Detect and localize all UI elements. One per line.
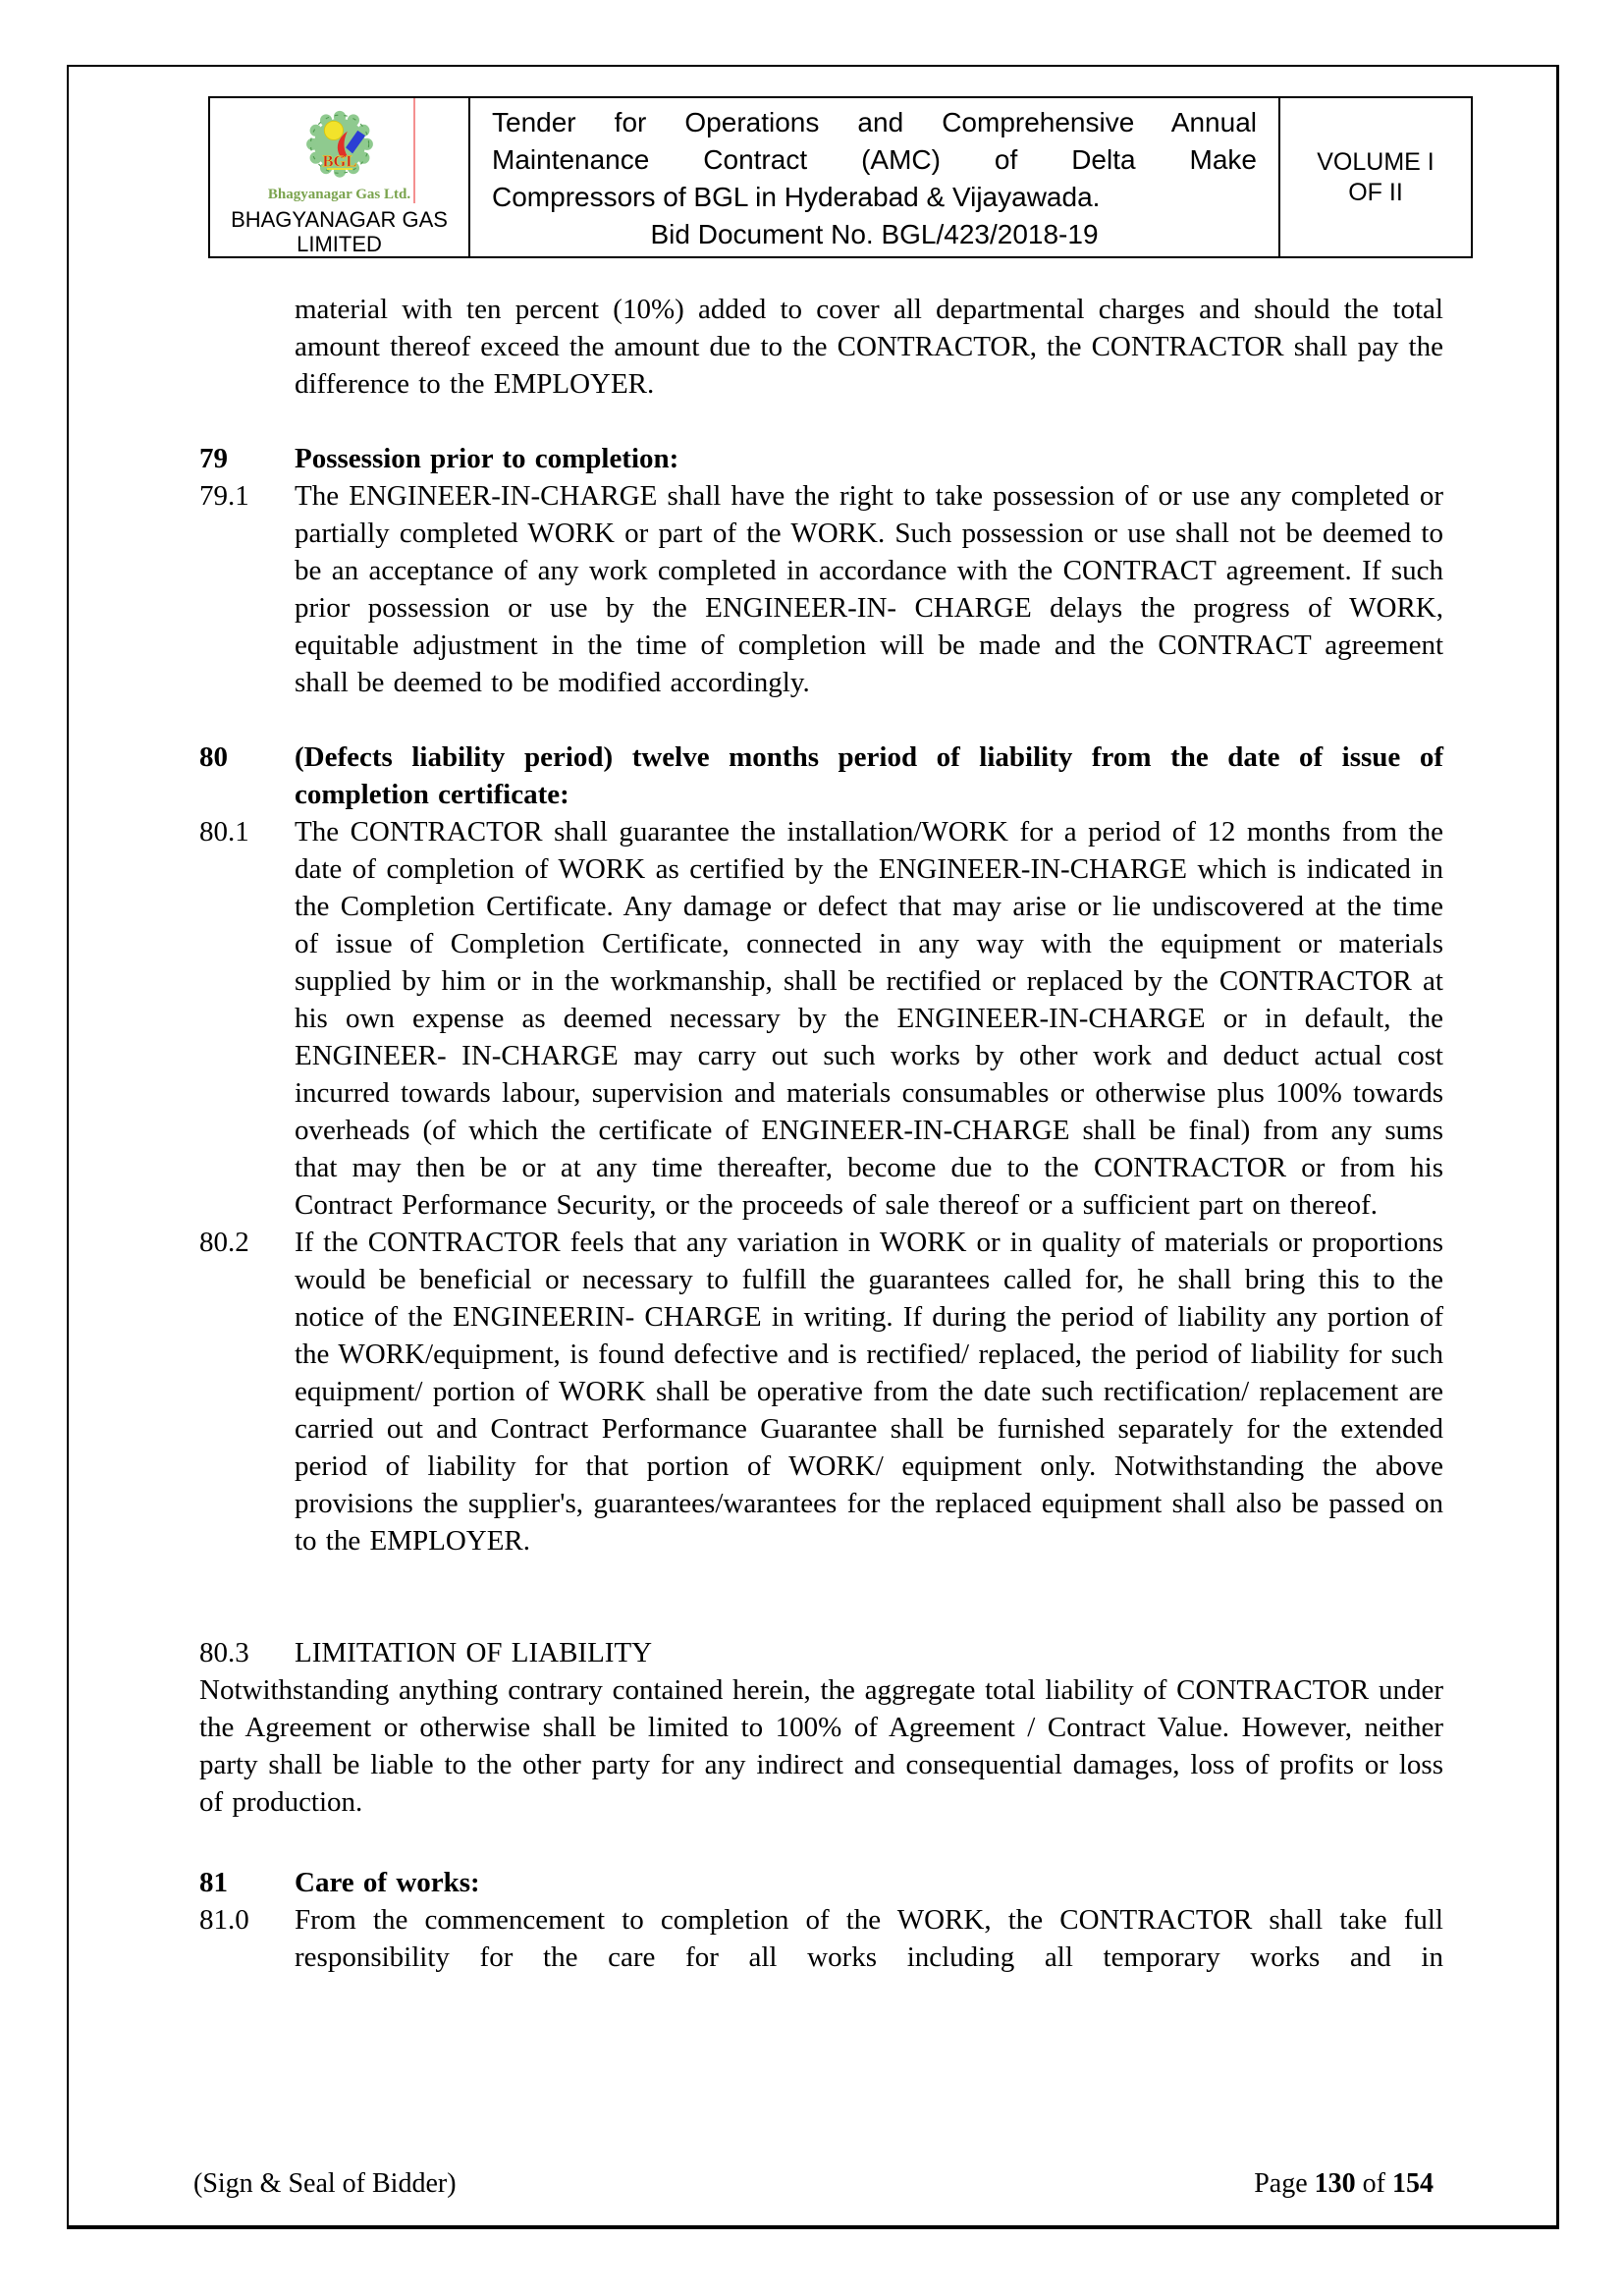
clause-body: If the CONTRACTOR feels that any variation in WORK or in quality of materials or proportions would be beneficial or necessary to fulfill the guarantees called for, he shall bring this to the notice of the ENGINEERIN- CHARGE in writing. If during the period of liability any portion of the WORK/equipment, is found defective and is rectified/ replaced, the period of liability for such equipment/ portion of WORK shall be operative from the date such rectification/ replacement are carried out and Contract Performance Guarantee shall be furnished separately for the extended period of liability for that portion of WORK/ equipment only. Notwithstanding the above provisions the supplier's, guarantees/warantees for the replaced equipment shall also be passed on to the EMPLOYER.: [295, 1227, 1443, 1557]
header-table: [208, 96, 1473, 258]
tender-title-line2: Maintenance Contract (AMC) of Delta Make: [492, 144, 1257, 175]
page-current: 130: [1314, 2168, 1356, 2199]
clause-81-0-row: [199, 1901, 1443, 1976]
bid-document-number: Bid Document No. BGL/423/2018-19: [650, 219, 1099, 249]
clause-81-heading-row: [199, 1864, 1443, 1901]
clause-number: 80: [199, 741, 228, 773]
clause-number: 81.0: [199, 1904, 249, 1936]
clause-80-3-body: Notwithstanding anything contrary contained herein, the aggregate total liability of CONTRACTOR under the Agreement or otherwise shall be limited to 100% of Agreement / Contract Value. However, neither party shall be liable to the other party for any indirect and consequential damages, loss of profits or loss of production.: [199, 1674, 1443, 1818]
tender-title-line3: Compressors of BGL in Hyderabad & Vijayawada.: [492, 182, 1101, 212]
volume-line1: VOLUME I: [1317, 147, 1435, 176]
logo-caption: Bhagyanagar Gas Ltd.: [267, 187, 411, 202]
clause-80-2-row: [199, 1224, 1443, 1559]
sign-seal-note: (Sign & Seal of Bidder): [193, 2168, 457, 2199]
clause-heading: LIMITATION OF LIABILITY: [295, 1637, 653, 1668]
clause-body: From the commencement to completion of the WORK, the CONTRACTOR shall take full responsibility for the care for all works including all temporary works and in: [295, 1904, 1443, 1973]
logo-acronym-text: BGL: [322, 151, 356, 171]
org-name-line2: LIMITED: [297, 232, 382, 256]
clause-number: 79: [199, 443, 228, 474]
clause-heading: (Defects liability period) twelve months period of liability from the date of issue of completion certificate:: [295, 741, 1443, 810]
clause-body: The CONTRACTOR shall guarantee the installation/WORK for a period of 12 months from the date of completion of WORK as certified by the ENGINEER-IN-CHARGE which is indicated in the Completion Certificate. Any damage or defect that may arise or lie undiscovered at the time of issue of Completion Certificate, connected in any way with the equipment or materials supplied by him or in the workmanship, shall be rectified or replaced by the CONTRACTOR at his own expense as deemed necessary by the ENGINEER-IN-CHARGE or in default, the ENGINEER- IN-CHARGE may carry out such works by other work and deduct actual cost incurred towards labour, supervision and materials consumables or otherwise plus 100% towards overheads (of which the certificate of ENGINEER-IN-CHARGE shall be final) from any sums that may then be or at any time thereafter, become due to the CONTRACTOR or from his Contract Performance Security, or the proceeds of sale thereof or a sufficient part on thereof.: [295, 816, 1443, 1221]
paragraph-continuation: material with ten percent (10%) added to cover all departmental charges and should the total amount thereof exceed the amount due to the CONTRACTOR, the CONTRACTOR shall pay the difference to the EMPLOYER.: [295, 294, 1443, 400]
page-total: 154: [1392, 2168, 1434, 2199]
header-org-cell: [210, 98, 470, 256]
logo-sun: [324, 121, 343, 139]
clause-79-heading-row: [199, 440, 1443, 477]
page-label: Page: [1254, 2168, 1308, 2199]
volume-line2: OF II: [1348, 178, 1403, 206]
clause-80-3-heading-row: [199, 1634, 1443, 1671]
tender-title-line1: Tender for Operations and Comprehensive Annual: [492, 107, 1257, 137]
clause-number: 80.2: [199, 1227, 249, 1258]
clause-79-1-row: [199, 477, 1443, 701]
page-of-label: of: [1362, 2168, 1385, 2199]
page-footer: [193, 2166, 1434, 2202]
clause-heading: Possession prior to completion:: [295, 443, 679, 474]
clause-number: 80.3: [199, 1637, 249, 1668]
clause-number: 79.1: [199, 480, 249, 512]
clause-80-1-row: [199, 813, 1443, 1224]
clause-body: The ENGINEER-IN-CHARGE shall have the right to take possession of or use any completed or partially completed WORK or part of the WORK. Such possession or use shall not be deemed to be an acceptance of any work completed in accordance with the CONTRACT agreement. If such prior possession or use by the ENGINEER-IN- CHARGE delays the progress of WORK, equitable adjustment in the time of completion will be made and the CONTRACT agreement shall be deemed to be modified accordingly.: [295, 480, 1443, 698]
clause-heading: Care of works:: [295, 1867, 480, 1898]
clause-number: 81: [199, 1867, 228, 1898]
bgl-logo: [290, 110, 390, 189]
header-title-cell: [470, 98, 1280, 256]
clause-number: 80.1: [199, 816, 249, 847]
org-name-line1: BHAGYANAGAR GAS: [231, 207, 448, 232]
clause-80-heading-row: [199, 738, 1443, 813]
header-volume-cell: [1280, 98, 1471, 256]
page-number: [1254, 2166, 1434, 2202]
org-name: [231, 207, 448, 256]
document-body: [199, 291, 1443, 1976]
